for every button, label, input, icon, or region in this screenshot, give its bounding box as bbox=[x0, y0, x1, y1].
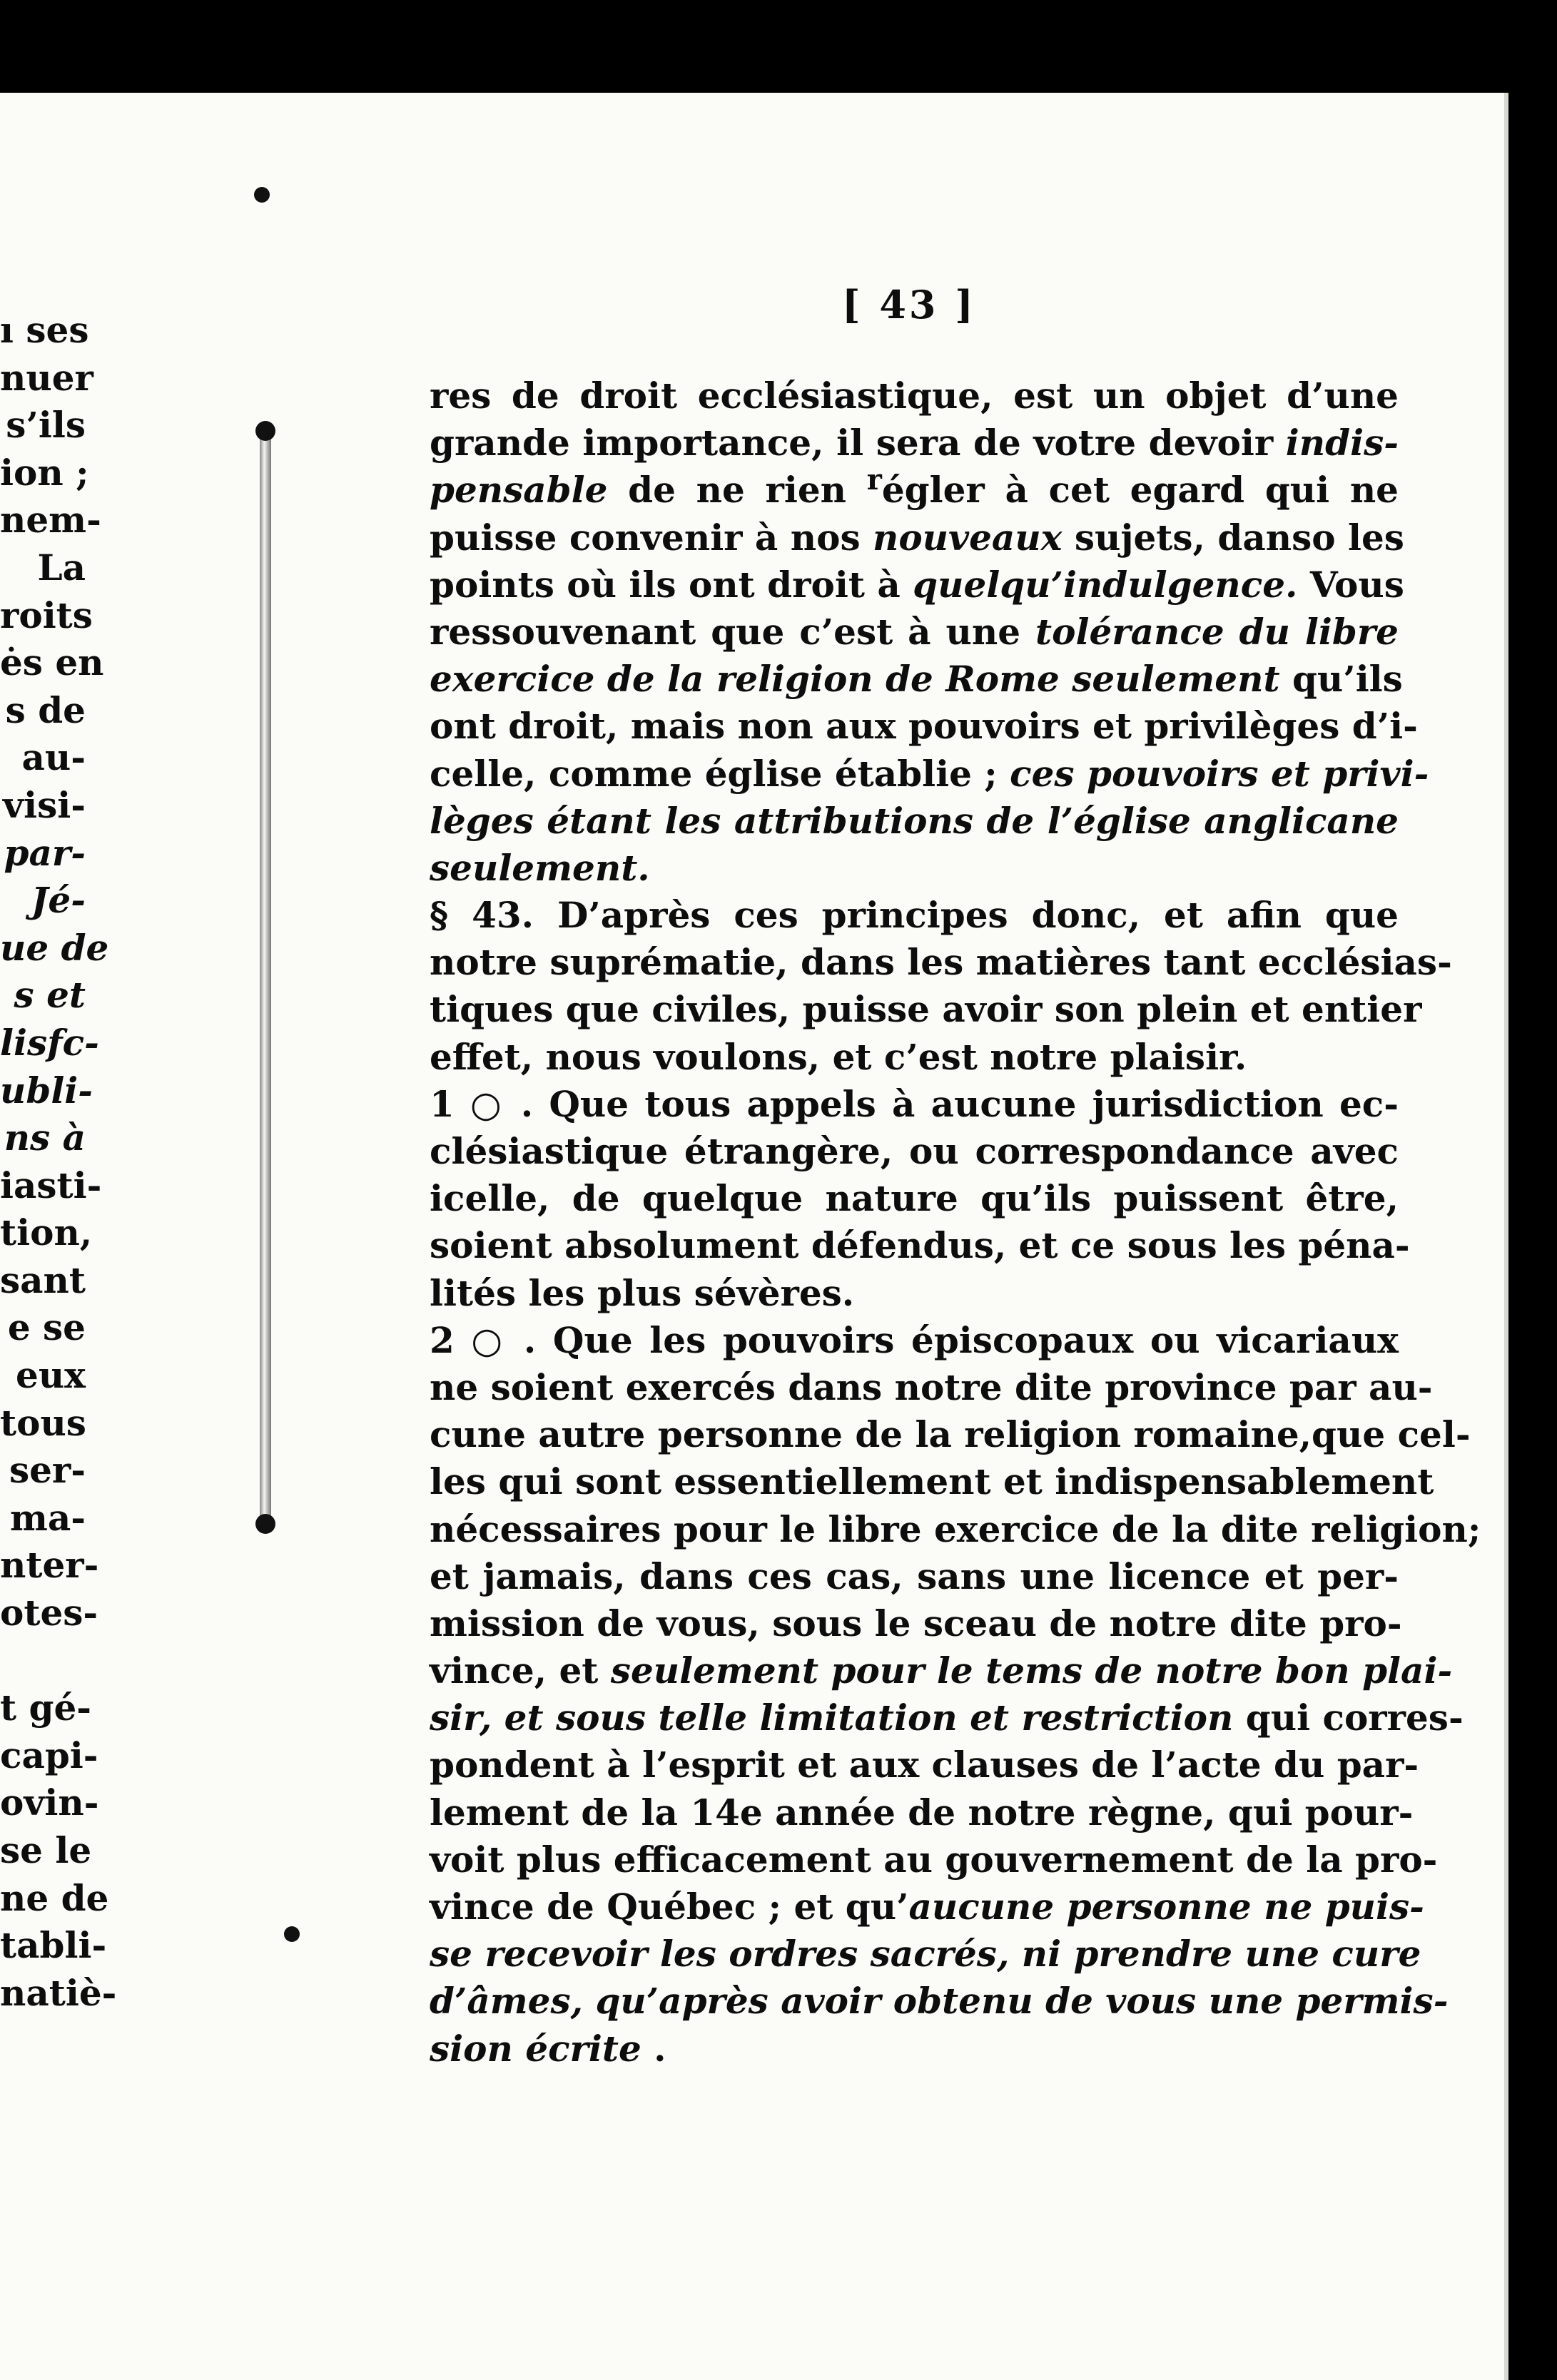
text-line bbox=[430, 1883, 1424, 1931]
text-segment: grande importance, il sera de votre devoir bbox=[430, 422, 1286, 464]
text-segment: quelqu’indulgence. bbox=[913, 563, 1298, 606]
text-segment: r bbox=[866, 463, 882, 497]
text-line bbox=[430, 419, 1399, 467]
facing-page-line: au- bbox=[21, 736, 86, 779]
text-segment: égler à cet egard qui ne bbox=[881, 469, 1399, 512]
text-line bbox=[430, 1931, 1421, 1978]
body-text bbox=[430, 372, 1481, 2073]
facing-page-line: roits bbox=[0, 594, 93, 636]
text-segment: points où ils ont droit à bbox=[430, 563, 913, 606]
text-segment: icelle, de quelque nature qu’ils puissent être, bbox=[430, 1177, 1399, 1220]
facing-page-line: eux bbox=[16, 1354, 86, 1397]
text-line bbox=[430, 2025, 1399, 2073]
text-segment: lèges étant les attributions de l’église anglicane bbox=[430, 799, 1399, 842]
text-segment: vince, et bbox=[430, 1649, 611, 1692]
facing-page-line: ue de bbox=[0, 926, 109, 969]
text-segment: § 43. D’après ces principes donc, et afin que bbox=[430, 894, 1399, 937]
text-segment: pensable bbox=[430, 469, 608, 512]
text-line bbox=[430, 463, 1399, 514]
facing-page-line: s de bbox=[5, 688, 86, 731]
text-line bbox=[430, 1741, 1419, 1789]
text-segment: qu’ils bbox=[1279, 658, 1403, 701]
text-segment: notre suprématie, dans les matières tant ecclésias- bbox=[430, 941, 1452, 984]
text-segment: sujets, danso les bbox=[1062, 516, 1404, 559]
text-line bbox=[430, 751, 1429, 798]
facing-page-line: sant bbox=[0, 1258, 86, 1301]
text-line bbox=[430, 1600, 1402, 1647]
facing-page-line: La bbox=[37, 546, 86, 589]
facing-page-line: natiè- bbox=[0, 1971, 117, 2014]
facing-page-line: s et bbox=[14, 974, 86, 1017]
facing-page-line: ma- bbox=[9, 1496, 86, 1539]
text-segment: . bbox=[641, 2027, 666, 2070]
text-line bbox=[430, 1175, 1399, 1222]
text-line bbox=[430, 609, 1399, 656]
text-line bbox=[430, 845, 1399, 892]
text-segment: tolérance du libre bbox=[1035, 610, 1399, 653]
facing-page-line: ės en bbox=[0, 641, 104, 684]
text-segment: d’âmes, qu’après avoir obtenu de vous une permis- bbox=[430, 1980, 1449, 2023]
facing-page-line: ion ; bbox=[0, 451, 89, 494]
text-segment: res de droit ecclésiastique, est un objet d’une bbox=[430, 375, 1399, 417]
text-segment: ces pouvoirs et privi- bbox=[1010, 752, 1429, 795]
text-line bbox=[430, 1506, 1481, 1553]
text-segment: qui corres- bbox=[1233, 1697, 1464, 1739]
text-segment: puisse convenir à nos bbox=[430, 516, 873, 559]
page-edge bbox=[1504, 93, 1508, 2380]
text-line bbox=[430, 1222, 1410, 1269]
text-segment: mission de vous, sous le sceau de notre dite pro- bbox=[430, 1602, 1402, 1644]
facing-page-line: t gé- bbox=[0, 1687, 92, 1729]
text-line bbox=[430, 1694, 1464, 1741]
text-segment: exercice de la religion de Rome seulement bbox=[430, 658, 1280, 701]
facing-page-line: ubli- bbox=[0, 1069, 93, 1112]
text-line bbox=[430, 514, 1404, 561]
text-segment: indis- bbox=[1285, 422, 1399, 464]
text-line bbox=[430, 1128, 1399, 1175]
text-line bbox=[430, 1034, 1399, 1081]
text-line bbox=[430, 372, 1399, 419]
text-segment: se recevoir les ordres sacrés, ni prendre une cure bbox=[430, 1933, 1421, 1975]
text-line bbox=[430, 1411, 1471, 1458]
text-segment: Vous bbox=[1297, 563, 1404, 606]
facing-page-line: ne de bbox=[0, 1876, 109, 1919]
facing-page-line bbox=[0, 1637, 86, 1685]
text-segment: ressouvenant que c’est à une bbox=[430, 610, 1036, 653]
facing-page-line: nuer bbox=[0, 356, 93, 399]
text-segment: lités les plus sévères. bbox=[430, 1271, 855, 1314]
facing-page-line: nter- bbox=[0, 1544, 99, 1587]
text-line bbox=[430, 1789, 1414, 1836]
text-segment: lement de la 14e année de notre règne, qui pour- bbox=[430, 1791, 1414, 1834]
text-segment: clésiastique étrangère, ou correspondance avec bbox=[430, 1130, 1399, 1172]
facing-page-fragments bbox=[0, 307, 117, 2017]
facing-page-line: s’ils bbox=[6, 404, 86, 447]
text-line bbox=[430, 986, 1422, 1033]
text-segment: effet, nous voulons, et c’est notre plaisir. bbox=[430, 1035, 1247, 1078]
text-line bbox=[430, 1647, 1453, 1694]
text-segment: ont droit, mais non aux pouvoirs et privilèges d’i- bbox=[430, 705, 1418, 748]
text-segment: de ne rien bbox=[607, 469, 867, 512]
facing-page-line: visi- bbox=[3, 783, 86, 826]
text-segment: et jamais, dans ces cas, sans une licence et per- bbox=[430, 1555, 1399, 1597]
facing-page-line: Jé- bbox=[31, 879, 86, 922]
binding-spine bbox=[260, 428, 271, 1527]
text-line bbox=[430, 1081, 1399, 1128]
text-segment: les qui sont essentiellement et indispensablement bbox=[430, 1460, 1434, 1503]
text-line bbox=[430, 798, 1399, 845]
page-number: [ 43 ] bbox=[842, 282, 976, 327]
text-line bbox=[430, 703, 1418, 750]
facing-page-line: se le bbox=[0, 1829, 92, 1871]
facing-page-line: otes- bbox=[0, 1592, 98, 1634]
text-segment: nouveaux bbox=[873, 516, 1062, 559]
text-segment: aucune personne ne puis- bbox=[908, 1886, 1424, 1928]
binding-hole-bottom bbox=[284, 1926, 300, 1942]
facing-page-line: iasti- bbox=[0, 1164, 102, 1206]
text-segment: tiques que civiles, puisse avoir son plein et entier bbox=[430, 988, 1422, 1031]
facing-page-line: ovin- bbox=[0, 1781, 99, 1824]
text-segment: voit plus efficacement au gouvernement de la pro- bbox=[430, 1838, 1438, 1881]
facing-page-line: ser- bbox=[9, 1449, 86, 1492]
facing-page-line: e se bbox=[7, 1306, 86, 1349]
text-segment: celle, comme église établie ; bbox=[430, 752, 1010, 795]
text-segment: vince de Québec ; et qu’ bbox=[430, 1886, 909, 1928]
text-segment: 1 ○ . Que tous appels à aucune jurisdiction ec- bbox=[430, 1082, 1399, 1125]
text-line bbox=[430, 561, 1404, 609]
text-segment: sir, et sous telle limitation et restriction bbox=[430, 1697, 1234, 1739]
text-line bbox=[430, 1364, 1433, 1411]
text-line bbox=[430, 939, 1452, 986]
text-line bbox=[430, 1270, 1399, 1317]
text-line bbox=[430, 1458, 1434, 1505]
text-line bbox=[430, 1553, 1399, 1600]
facing-page-line: ı ses bbox=[0, 309, 89, 351]
text-segment: seulement. bbox=[430, 846, 650, 889]
text-segment: sion écrite bbox=[430, 2027, 641, 2070]
text-line bbox=[430, 1317, 1399, 1364]
facing-page-line: lisfc- bbox=[0, 1021, 99, 1064]
facing-page-line: par- bbox=[4, 831, 86, 874]
facing-page-line: tabli- bbox=[0, 1924, 107, 1967]
text-line bbox=[430, 892, 1399, 939]
text-line bbox=[430, 1978, 1449, 2025]
text-line bbox=[430, 656, 1403, 703]
text-segment: pondent à l’esprit et aux clauses de l’acte du par- bbox=[430, 1744, 1419, 1786]
facing-page-line: capi- bbox=[0, 1734, 98, 1776]
text-segment: nécessaires pour le libre exercice de la dite religion; bbox=[430, 1507, 1481, 1550]
facing-page-line: ns à bbox=[4, 1117, 86, 1159]
facing-page-line: nem- bbox=[0, 499, 101, 541]
facing-page-line: tous bbox=[0, 1401, 86, 1444]
text-segment: 2 ○ . Que les pouvoirs épiscopaux ou vicariaux bbox=[430, 1318, 1399, 1361]
text-segment: cune autre personne de la religion romaine,que cel- bbox=[430, 1413, 1471, 1456]
text-line bbox=[430, 1836, 1438, 1883]
text-segment: soient absolument défendus, et ce sous les péna- bbox=[430, 1224, 1410, 1267]
text-segment: ne soient exercés dans notre dite province par au- bbox=[430, 1366, 1433, 1408]
facing-page-line: tion, bbox=[0, 1211, 93, 1254]
binding-hole-top bbox=[254, 187, 270, 203]
text-segment: seulement pour le tems de notre bon plai- bbox=[610, 1649, 1453, 1692]
